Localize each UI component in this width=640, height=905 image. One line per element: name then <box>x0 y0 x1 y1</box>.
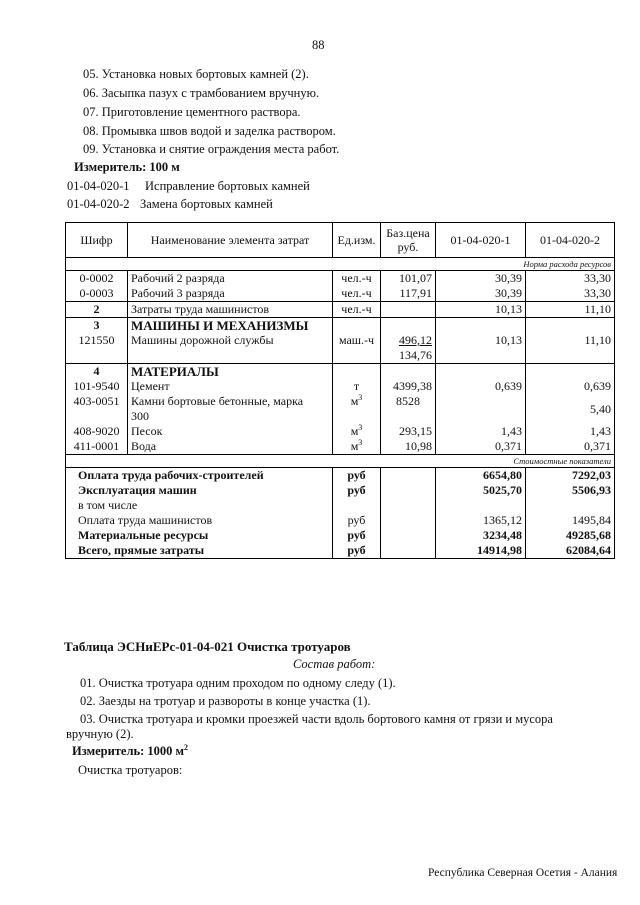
row-v2: 1,43 <box>526 424 615 439</box>
position-name-2: Замена бортовых камней <box>140 197 273 211</box>
cost-row <box>66 483 615 498</box>
row-price: 10,98 <box>381 439 436 455</box>
footer-region: Республика Северная Осетия - Алания <box>428 867 618 879</box>
row-unit: чел.-ч <box>333 302 381 318</box>
row-v2: 0,639 <box>526 379 615 394</box>
norm-subheader <box>66 258 615 271</box>
norm-label: Норма расхода ресурсов <box>66 258 615 271</box>
table-row <box>66 394 615 424</box>
row-price: 117,91 <box>381 286 436 302</box>
row-code: 101-9540 <box>66 379 128 394</box>
page-number: 88 <box>312 38 325 52</box>
position-code-1: 01-04-020-1 <box>67 179 130 193</box>
row-v1: 10,13 <box>436 333 526 364</box>
row-v1 <box>436 394 526 424</box>
row-name: Песок <box>128 424 333 439</box>
resource-table <box>65 222 615 559</box>
table-row <box>66 424 615 439</box>
position-code-2: 01-04-020-2 <box>67 197 130 211</box>
header-name: Наименование элемента затрат <box>128 223 333 258</box>
cost-row <box>66 528 615 543</box>
table2-title: Таблица ЭСНиЕРс-01-04-021 Очистка тротуаров <box>64 639 351 654</box>
meter-1: Измеритель: 100 м <box>74 160 180 174</box>
row-name: Вода <box>128 439 333 455</box>
row-unit: чел.-ч <box>333 271 381 287</box>
sidewalk-label: Очистка тротуаров: <box>78 763 183 777</box>
row-name: Затраты труда машинистов <box>128 302 333 318</box>
header-col2: 01-04-020-2 <box>526 223 615 258</box>
row-name: Машины дорожной службы <box>128 333 333 364</box>
row-name: Цемент <box>128 379 333 394</box>
cost-row <box>66 498 615 513</box>
step-06: 06. Засыпка пазух с трамбованием вручную. <box>83 86 320 100</box>
cost-unit: руб <box>333 468 381 484</box>
cost-name: Эксплуатация машин <box>66 483 333 498</box>
row-v1: 0,371 <box>436 439 526 455</box>
cost-unit: руб <box>333 483 381 498</box>
row-v2: 11,10 <box>526 333 615 364</box>
row-price: 8528 <box>381 394 436 424</box>
cost-v1: 6654,80 <box>436 468 526 484</box>
row-price: 293,15 <box>381 424 436 439</box>
row-code: 121550 <box>66 333 128 364</box>
cost-row <box>66 543 615 559</box>
row-name: Рабочий 3 разряда <box>128 286 333 302</box>
row-unit: маш.-ч <box>333 333 381 364</box>
table-header <box>66 223 615 258</box>
row-price: 101,07 <box>381 271 436 287</box>
cost-v2: 7292,03 <box>526 468 615 484</box>
section-row-materials <box>66 364 615 380</box>
cost-label: Стоимостные показатели <box>66 455 615 468</box>
row-code: 0-0002 <box>66 271 128 287</box>
cost-name: Оплата труда рабочих-строителей <box>66 468 333 484</box>
table-row <box>66 286 615 302</box>
cost-v1: 14914,98 <box>436 543 526 559</box>
row-v2: 5,40 <box>526 394 615 424</box>
cost-row <box>66 513 615 528</box>
row-v1: 0,639 <box>436 379 526 394</box>
row-name: Рабочий 2 разряда <box>128 271 333 287</box>
row-code: 4 <box>66 364 128 380</box>
cost-unit: руб <box>333 513 381 528</box>
row-v1: 10,13 <box>436 302 526 318</box>
row-v2: 0,371 <box>526 439 615 455</box>
cost-v2: 5506,93 <box>526 483 615 498</box>
table-row <box>66 379 615 394</box>
row-v1: 1,43 <box>436 424 526 439</box>
header-col1: 01-04-020-1 <box>436 223 526 258</box>
row-v2: 33,30 <box>526 271 615 287</box>
cost-v2: 62084,64 <box>526 543 615 559</box>
table-row <box>66 302 615 318</box>
cost-row <box>66 468 615 484</box>
row-price: 496,12 134,76 <box>381 333 436 364</box>
header-price: Баз.цена руб. <box>381 223 436 258</box>
cost-name: Оплата труда машинистов <box>66 513 333 528</box>
row-code: 2 <box>66 302 128 318</box>
row-code: 411-0001 <box>66 439 128 455</box>
cost-subheader <box>66 455 615 468</box>
table-row <box>66 271 615 287</box>
cost-unit: руб <box>333 543 381 559</box>
row-code: 3 <box>66 318 128 334</box>
composition-title: Состав работ: <box>293 657 376 671</box>
step2-03-cont: вручную (2). <box>66 727 134 741</box>
row-code: 0-0003 <box>66 286 128 302</box>
step-09: 09. Установка и снятие ограждения места работ. <box>83 142 340 156</box>
cost-name: Всего, прямые затраты <box>66 543 333 559</box>
cost-v1: 5025,70 <box>436 483 526 498</box>
row-unit: $м^3$ <box>333 424 381 439</box>
cost-v2: 1495,84 <box>526 513 615 528</box>
step2-03: 03. Очистка тротуара и кромки проезжей части вдоль бортового камня от грязи и мусора <box>80 712 553 726</box>
cost-name: в том числе <box>66 498 333 513</box>
cost-v2: 49285,68 <box>526 528 615 543</box>
row-name: МАШИНЫ И МЕХАНИЗМЫ <box>128 318 333 334</box>
row-v2: 33,30 <box>526 286 615 302</box>
step-07: 07. Приготовление цементного раствора. <box>83 105 301 119</box>
row-code: 408-9020 <box>66 424 128 439</box>
header-unit: Ед.изм. <box>333 223 381 258</box>
row-unit: $м^3$ <box>333 394 381 424</box>
row-unit: $м^3$ <box>333 439 381 455</box>
step2-02: 02. Заезды на тротуар и развороты в конце участка (1). <box>80 694 371 708</box>
row-name: Камни бортовые бетонные, марка 300 <box>128 394 333 424</box>
table-row <box>66 333 615 364</box>
row-price <box>381 302 436 318</box>
table-row <box>66 439 615 455</box>
row-v2: 11,10 <box>526 302 615 318</box>
section-row-machines <box>66 318 615 334</box>
row-unit: т <box>333 379 381 394</box>
cost-unit: руб <box>333 528 381 543</box>
row-name: МАТЕРИАЛЫ <box>128 364 333 380</box>
cost-v1: 3234,48 <box>436 528 526 543</box>
row-v1: 30,39 <box>436 271 526 287</box>
step2-01: 01. Очистка тротуара одним проходом по одному следу (1). <box>80 676 396 690</box>
row-v1: 30,39 <box>436 286 526 302</box>
step-08: 08. Промывка швов водой и заделка раствором. <box>83 124 336 138</box>
row-code: 403-0051 <box>66 394 128 424</box>
step-05: 05. Установка новых бортовых камней (2). <box>83 67 309 81</box>
position-name-1: Исправление бортовых камней <box>145 179 310 193</box>
cost-v1: 1365,12 <box>436 513 526 528</box>
row-unit: чел.-ч <box>333 286 381 302</box>
cost-name: Материальные ресурсы <box>66 528 333 543</box>
header-code: Шифр <box>66 223 128 258</box>
meter-2: Измеритель: 1000 $м^2$ <box>72 742 189 758</box>
row-price: 4399,38 <box>381 379 436 394</box>
